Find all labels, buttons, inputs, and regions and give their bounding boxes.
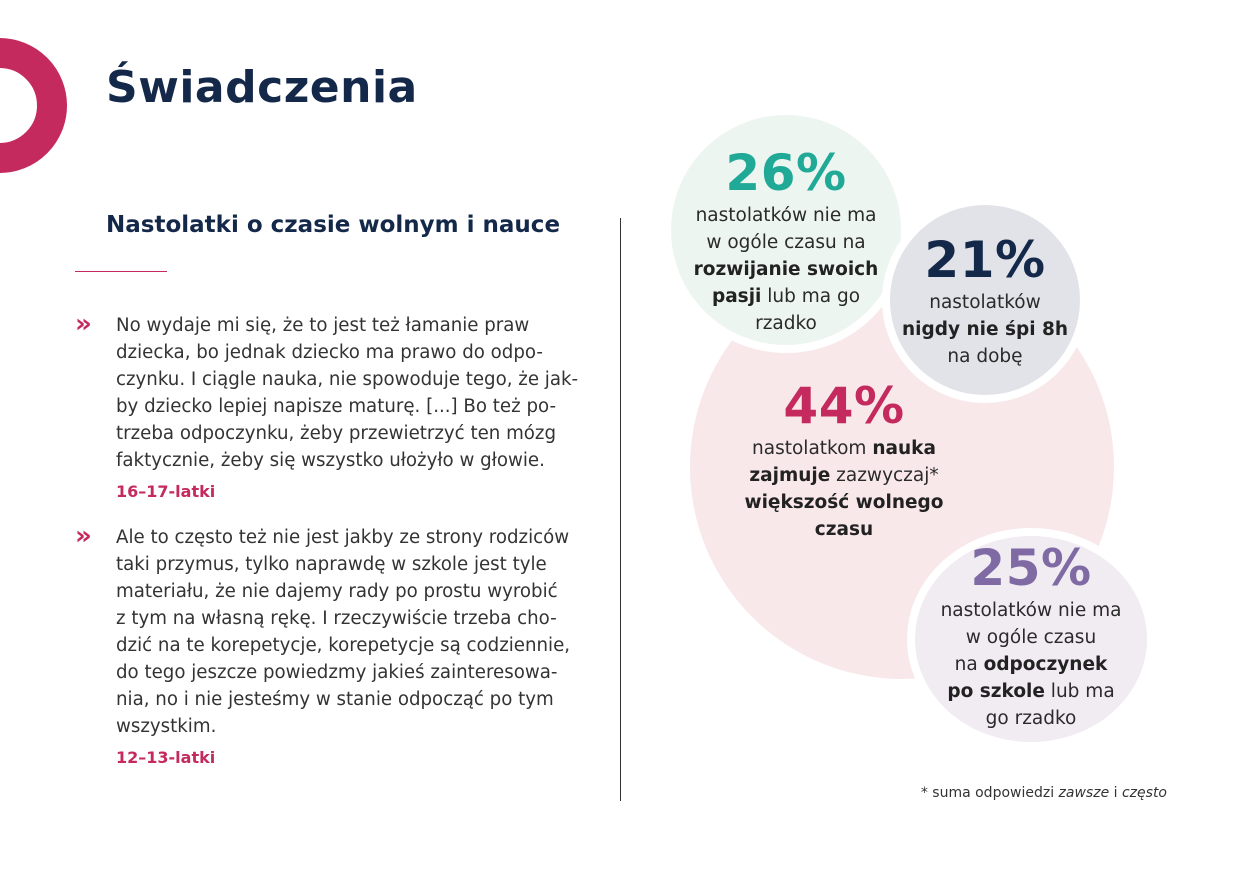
stat-circle-21 [882, 197, 1088, 403]
stat-emphasis: większość wolnego [744, 492, 944, 513]
footnote-italic: często [1121, 785, 1167, 801]
quote-line: z tym na własną rękę. I rzeczywiście trzeba cho- [116, 608, 557, 629]
stat-description [694, 202, 879, 337]
quote-line: materiału, że nie dajemy rady po prostu wyrobić [116, 581, 558, 602]
stat-description [902, 289, 1068, 370]
stat-line [941, 651, 1122, 678]
quote-line: No wydaje mi się, że to jest też łamanie praw [116, 315, 530, 336]
quote-line: nia, no i nie jesteśmy w stanie odpocząć po tym [116, 689, 554, 710]
quote-age-group: 16–17-latki [116, 482, 216, 501]
quote-line: trzeba odpoczynku, żeby przewietrzyć ten mózg [116, 423, 557, 444]
stat-circle-25 [907, 528, 1155, 750]
stat-circle-26 [663, 107, 909, 353]
stat-line: go rzadko [985, 708, 1077, 729]
footnote [921, 785, 1167, 801]
stat-line [902, 316, 1068, 343]
stat-line: na dobę [947, 346, 1023, 367]
stat-text: lub ma go [761, 286, 861, 307]
quote-line: wszystkim. [116, 716, 217, 737]
page-title: Świadczenia [106, 62, 418, 113]
stat-line: nastolatków nie ma [695, 205, 877, 226]
stat-line [941, 678, 1122, 705]
quote-text [116, 312, 595, 474]
quote-line: czynku. I ciągle nauka, nie spowoduje tego, że jak- [116, 369, 579, 390]
quote-line: do tego jeszcze powiedzmy jakieś zainteresowa- [116, 662, 558, 683]
stat-emphasis: zajmuje [749, 465, 831, 486]
quote-line: dzić na te korepetycje, korepetycje są codziennie, [116, 635, 571, 656]
stat-emphasis: po szkole [947, 681, 1045, 702]
stat-text: lub ma [1044, 681, 1115, 702]
footnote-text: * suma odpowiedzi [920, 785, 1059, 801]
quote-line: by dziecko lepiej napisze maturę. [...] Bo też po- [116, 396, 557, 417]
stat-emphasis: odpoczynek [983, 654, 1108, 675]
stat-emphasis: czasu [814, 519, 874, 540]
stat-percent: 25% [970, 539, 1092, 597]
stat-emphasis: nauka [872, 438, 936, 459]
quote-chevron-icon: » [75, 309, 92, 339]
quote-age-group: 12–13-latki [116, 748, 216, 767]
stat-circle-44 [734, 378, 954, 543]
quote-block [75, 521, 595, 767]
quote-line: taki przymus, tylko naprawdę w szkole jest tyle [116, 554, 547, 575]
section-subtitle: Nastolatki o czasie wolnym i nauce [106, 212, 561, 238]
quote-block [75, 309, 595, 501]
stat-line [744, 516, 943, 543]
stat-line: nastolatków [929, 292, 1041, 313]
stat-emphasis: nigdy nie śpi 8h [901, 319, 1069, 340]
quote-line: Ale to często też nie jest jakby ze strony rodziców [116, 527, 570, 548]
stat-line [744, 462, 943, 489]
stat-line: rzadko [755, 313, 817, 334]
vertical-divider [620, 218, 621, 801]
stat-description [941, 597, 1122, 732]
stat-text: zazwyczaj* [830, 465, 939, 486]
stat-line [744, 489, 943, 516]
quote-chevron-icon: » [75, 521, 92, 551]
stat-line: w ogóle czasu na [706, 232, 866, 253]
stat-text: nastolatkom [752, 438, 873, 459]
quote-text [116, 524, 595, 740]
stat-emphasis: pasji [711, 286, 762, 307]
footnote-italic: zawsze [1058, 785, 1110, 801]
stat-percent: 21% [924, 231, 1046, 289]
stat-description [744, 435, 943, 543]
stat-line: w ogóle czasu [965, 627, 1097, 648]
stat-percent: 44% [783, 377, 905, 435]
decorative-ring [0, 38, 67, 173]
accent-divider [75, 271, 167, 272]
stat-emphasis: rozwijanie swoich [693, 259, 879, 280]
stat-line [744, 435, 943, 462]
stat-line: nastolatków nie ma [940, 600, 1122, 621]
stat-percent: 26% [725, 144, 847, 202]
stat-text: na [954, 654, 984, 675]
footnote-text: i [1109, 785, 1122, 801]
stat-line [694, 283, 879, 310]
quote-line: faktycznie, żeby się wszystko ułożyło w głowie. [116, 450, 545, 471]
quote-line: dziecka, bo jednak dziecko ma prawo do odpo- [116, 342, 543, 363]
stat-line [694, 256, 879, 283]
